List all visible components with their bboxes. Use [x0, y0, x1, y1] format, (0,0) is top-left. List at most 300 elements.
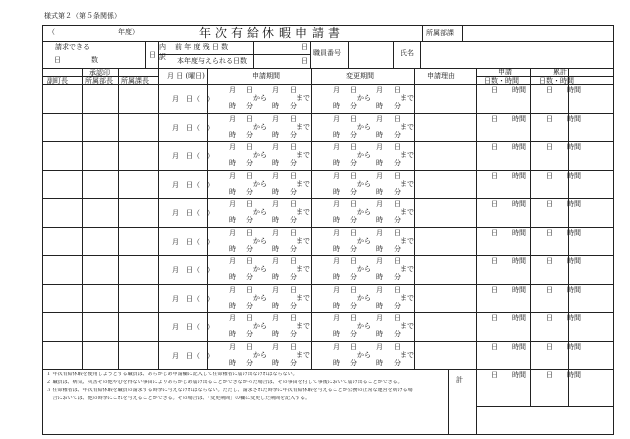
- period-apply-minute2: 分: [290, 273, 297, 281]
- period-apply-minute2: 分: [290, 244, 297, 253]
- period-apply-minute: 分: [246, 102, 253, 110]
- period-apply-made: まで: [296, 293, 310, 302]
- title-char: 有: [231, 26, 244, 40]
- total-hour-unit: 時間: [567, 200, 581, 208]
- period-apply-month2: 月: [272, 86, 279, 94]
- period-apply-kara: から: [253, 322, 267, 330]
- footer-note-1: １ 年次有給休暇を使用しようとする職員は、あらかじめ申請欄に記入して任命権者に届け出なければならない。: [46, 372, 298, 377]
- total-day-unit: 日: [546, 86, 553, 94]
- breakdown-char: 内: [159, 43, 166, 51]
- period-apply-kara: から: [253, 122, 267, 131]
- period-apply-month2: 月: [272, 171, 279, 180]
- period-change-made: まで: [400, 208, 414, 216]
- period-change-day: 日: [350, 200, 357, 208]
- period-change-month2: 月: [376, 257, 383, 265]
- days-label-1: 日: [54, 56, 61, 64]
- staff-no-divider: [310, 41, 311, 68]
- period-change-minute: 分: [350, 330, 357, 338]
- stamp-header: 承認印: [89, 69, 110, 77]
- period-change-hour: 時: [333, 358, 340, 367]
- period-apply-month2: 月: [272, 314, 279, 322]
- requestable-day-unit: 日: [149, 51, 156, 59]
- total-day-unit: 日: [546, 114, 553, 123]
- period-change-day2: 日: [394, 285, 401, 294]
- period-apply-month2: 月: [272, 257, 279, 265]
- period-apply-month2: 月: [272, 143, 279, 151]
- period-apply-made: まで: [296, 350, 310, 359]
- period-apply-kara: から: [253, 208, 267, 216]
- period-apply-minute2: 分: [290, 301, 297, 310]
- period-apply-made: まで: [296, 322, 310, 330]
- footer-total-bottom: [476, 406, 614, 407]
- period-apply-minute2: 分: [290, 330, 297, 338]
- name-divider: [393, 41, 394, 68]
- total-hour-unit: 時間: [567, 342, 581, 351]
- period-change-minute2: 分: [394, 102, 401, 110]
- period-change-minute2: 分: [394, 244, 401, 253]
- period-change-month: 月: [333, 342, 340, 351]
- period-change-minute2: 分: [394, 358, 401, 367]
- total-row-day-unit: 日: [491, 371, 498, 379]
- period-change-day2: 日: [394, 86, 401, 94]
- total-row-day-unit-2: 日: [546, 371, 553, 379]
- period-change-month: 月: [333, 114, 340, 123]
- total-header: 累計: [553, 68, 567, 76]
- period-apply-month2: 月: [272, 200, 279, 208]
- year-close-label: 年度）: [118, 28, 139, 36]
- period-apply-minute: 分: [246, 216, 253, 224]
- requestable-label: 請求できる: [55, 43, 90, 51]
- period-change-day: 日: [350, 314, 357, 322]
- period-change-kara: から: [357, 236, 371, 245]
- date-cell: 月 日（ ）: [172, 209, 214, 217]
- period-change-day2: 日: [394, 114, 401, 123]
- staff-no-label: 職員番号: [313, 49, 341, 57]
- period-apply-day: 日: [246, 86, 253, 94]
- table-row-line: [42, 227, 614, 228]
- request-day-unit: 日: [491, 114, 498, 123]
- period-apply-hour: 時: [229, 273, 236, 281]
- period-change-hour2: 時: [376, 159, 383, 167]
- period-change-kara: から: [357, 122, 371, 131]
- period-apply-kara: から: [253, 151, 267, 159]
- period-apply-hour: 時: [229, 330, 236, 338]
- period-apply-day2: 日: [290, 342, 297, 351]
- period-change-day: 日: [350, 114, 357, 123]
- period-change-minute: 分: [350, 130, 357, 139]
- period-change-made: まで: [400, 122, 414, 131]
- days-label-2: 数: [91, 56, 98, 64]
- request-hour-unit: 時間: [512, 257, 526, 265]
- reason-header: 申請理由: [427, 72, 455, 80]
- header-row1-bottom: [42, 41, 614, 42]
- request-day-unit: 日: [491, 143, 498, 151]
- period-apply-kara: から: [253, 265, 267, 273]
- period-change-hour: 時: [333, 244, 340, 253]
- period-change-kara: から: [357, 293, 371, 302]
- period-apply-day: 日: [246, 228, 253, 237]
- period-change-minute: 分: [350, 301, 357, 310]
- period-change-minute: 分: [350, 244, 357, 253]
- period-change-hour: 時: [333, 130, 340, 139]
- period-change-day: 日: [350, 342, 357, 351]
- this-year-day-unit: 日: [301, 57, 308, 65]
- total-hour-unit: 時間: [567, 285, 581, 294]
- period-change-made: まで: [400, 265, 414, 273]
- period-apply-day2: 日: [290, 171, 297, 180]
- period-apply-hour2: 時: [272, 301, 279, 310]
- breakdown-char: 訳: [159, 53, 166, 61]
- request-hour-unit: 時間: [512, 342, 526, 351]
- period-change-month2: 月: [376, 342, 383, 351]
- period-apply-month2: 月: [272, 342, 279, 351]
- dept-label-divider: [462, 25, 463, 41]
- period-apply-kara: から: [253, 179, 267, 188]
- total-hour-unit: 時間: [567, 171, 581, 180]
- period-apply-hour: 時: [229, 216, 236, 224]
- period-change-day: 日: [350, 143, 357, 151]
- date-cell: 月 日（ ）: [172, 323, 214, 331]
- date-cell: 月 日（ ）: [172, 237, 214, 246]
- period-change-hour2: 時: [376, 358, 383, 367]
- period-change-month2: 月: [376, 114, 383, 123]
- title-char: 年: [199, 26, 212, 40]
- total-hour-unit: 時間: [567, 228, 581, 237]
- prev-carry-label: 前 年 度 残 日 数: [175, 43, 229, 51]
- request-day-unit: 日: [491, 285, 498, 294]
- total-row-divider: [530, 369, 531, 406]
- period-apply-month: 月: [229, 342, 236, 351]
- year-open-bracket: （: [48, 28, 55, 36]
- period-apply-minute2: 分: [290, 159, 297, 167]
- period-apply-day: 日: [246, 171, 253, 180]
- approver-director: 所属部長: [85, 77, 113, 85]
- form-border-bottom: [42, 434, 614, 435]
- period-change-month2: 月: [376, 171, 383, 180]
- period-change-hour2: 時: [376, 102, 383, 110]
- period-change-kara: から: [357, 208, 371, 216]
- period-apply-month: 月: [229, 86, 236, 94]
- table-row-line: [42, 255, 614, 256]
- total-day-unit: 日: [546, 314, 553, 322]
- period-apply-minute2: 分: [290, 130, 297, 139]
- total-hour-unit: 時間: [567, 314, 581, 322]
- total-day-unit: 日: [546, 143, 553, 151]
- period-apply-minute2: 分: [290, 216, 297, 224]
- title-char: 申: [295, 26, 308, 40]
- period-change-day: 日: [350, 285, 357, 294]
- period-change-minute2: 分: [394, 130, 401, 139]
- form-style-number: 様式第２（第５条関係）: [44, 12, 121, 20]
- period-apply-made: まで: [296, 94, 310, 102]
- total-day-unit: 日: [546, 342, 553, 351]
- period-change-hour: 時: [333, 216, 340, 224]
- period-change-hour: 時: [333, 273, 340, 281]
- period-change-month: 月: [333, 143, 340, 151]
- period-apply-month2: 月: [272, 285, 279, 294]
- period-apply-hour2: 時: [272, 130, 279, 139]
- total-row-hour-unit-2: 時間: [567, 371, 581, 379]
- request-hour-unit: 時間: [512, 314, 526, 322]
- date-header: 月 日 (曜日): [167, 72, 205, 80]
- table-row-line: [42, 113, 614, 114]
- period-change-month: 月: [333, 285, 340, 294]
- period-apply-day2: 日: [290, 314, 297, 322]
- request-day-unit: 日: [491, 342, 498, 351]
- period-change-day2: 日: [394, 171, 401, 180]
- footer-note-3: ３ 任命権者は、年次有給休暇を職員の請求する時季に与えなければならない。ただし、請求された時季に年次有給休暇を与えることが公務の正常な運営を妨げる場: [46, 388, 413, 393]
- period-apply-hour2: 時: [272, 358, 279, 367]
- period-change-hour2: 時: [376, 273, 383, 281]
- period-change-day2: 日: [394, 143, 401, 151]
- period-apply-hour2: 時: [272, 216, 279, 224]
- name-label: 氏名: [400, 49, 414, 57]
- total-day-unit: 日: [546, 171, 553, 180]
- period-apply-hour2: 時: [272, 330, 279, 338]
- total-day-unit: 日: [546, 228, 553, 237]
- period-change-hour2: 時: [376, 216, 383, 224]
- period-apply-day: 日: [246, 285, 253, 294]
- period-apply-month2: 月: [272, 228, 279, 237]
- period-apply-hour: 時: [229, 187, 236, 196]
- period-change-minute2: 分: [394, 273, 401, 281]
- period-change-day: 日: [350, 257, 357, 265]
- period-apply-made: まで: [296, 151, 310, 159]
- table-row-line: [42, 141, 614, 142]
- period-apply-month: 月: [229, 114, 236, 123]
- period-apply-month: 月: [229, 200, 236, 208]
- request-hour-unit: 時間: [512, 285, 526, 294]
- period-apply-minute2: 分: [290, 358, 297, 367]
- period-apply-minute2: 分: [290, 187, 297, 196]
- period-change-month2: 月: [376, 200, 383, 208]
- period-apply-kara: から: [253, 236, 267, 245]
- date-cell: 月 日（ ）: [172, 123, 214, 132]
- title-char: 次: [215, 26, 228, 40]
- period-change-kara: から: [357, 151, 371, 159]
- breakdown-middle: [158, 54, 310, 55]
- request-day-unit: 日: [491, 200, 498, 208]
- period-header: 申請期間: [252, 72, 280, 80]
- request-hour-unit: 時間: [512, 228, 526, 237]
- period-apply-minute: 分: [246, 187, 253, 196]
- period-apply-day2: 日: [290, 143, 297, 151]
- table-row-line: [42, 284, 614, 285]
- approver-section-chief: 所属課長: [121, 77, 149, 85]
- request-day-unit: 日: [491, 228, 498, 237]
- period-apply-day: 日: [246, 342, 253, 351]
- period-change-day2: 日: [394, 257, 401, 265]
- period-apply-minute: 分: [246, 159, 253, 167]
- period-change-hour2: 時: [376, 130, 383, 139]
- approver-deputy-mayor: 副町長: [47, 77, 68, 85]
- period-change-hour: 時: [333, 159, 340, 167]
- table-row-line: [42, 312, 614, 313]
- period-change-month: 月: [333, 257, 340, 265]
- period-apply-month: 月: [229, 257, 236, 265]
- period-change-made: まで: [400, 179, 414, 188]
- date-cell: 月 日（ ）: [172, 180, 214, 189]
- table-row-line: [42, 198, 614, 199]
- period-change-hour: 時: [333, 330, 340, 338]
- footer-note-2: ２ 職員は、病気、災害その他やむを得ない事由によりあらかじめ届け出ることができなかった場合は、その事由を付して事後において届け出ることができる。: [46, 380, 403, 385]
- date-cell: 月 日（ ）: [172, 152, 214, 160]
- period-apply-kara: から: [253, 293, 267, 302]
- date-cell: 月 日（ ）: [172, 294, 214, 303]
- period-apply-hour: 時: [229, 244, 236, 253]
- period-change-made: まで: [400, 94, 414, 102]
- period-change-hour2: 時: [376, 244, 383, 253]
- total-label: 計: [456, 376, 463, 384]
- period-apply-hour2: 時: [272, 102, 279, 110]
- period-apply-month: 月: [229, 143, 236, 151]
- title-char: 休: [262, 26, 275, 40]
- period-apply-minute: 分: [246, 273, 253, 281]
- period-change-minute: 分: [350, 273, 357, 281]
- total-hour-unit: 時間: [567, 257, 581, 265]
- request-hour-unit: 時間: [512, 114, 526, 123]
- this-year-label: 本年度与えられる日数: [177, 57, 247, 65]
- period-change-month: 月: [333, 86, 340, 94]
- period-apply-day2: 日: [290, 285, 297, 294]
- request-day-unit: 日: [491, 171, 498, 180]
- period-change-kara: から: [357, 322, 371, 330]
- period-change-made: まで: [400, 293, 414, 302]
- period-change-kara: から: [357, 179, 371, 188]
- period-apply-hour2: 時: [272, 159, 279, 167]
- period-change-day2: 日: [394, 200, 401, 208]
- period-apply-made: まで: [296, 265, 310, 273]
- period-change-kara: から: [357, 265, 371, 273]
- date-cell: 月 日（ ）: [172, 351, 214, 360]
- period-apply-day: 日: [246, 200, 253, 208]
- period-apply-hour: 時: [229, 301, 236, 310]
- request-sub-header: 日数・時間: [484, 77, 519, 85]
- total-hour-unit: 時間: [567, 114, 581, 123]
- period-apply-made: まで: [296, 179, 310, 188]
- period-apply-minute: 分: [246, 244, 253, 253]
- period-change-month: 月: [333, 200, 340, 208]
- period-apply-made: まで: [296, 208, 310, 216]
- period-change-minute2: 分: [394, 301, 401, 310]
- name-label-divider: [420, 41, 421, 68]
- form-border-right: [613, 25, 614, 434]
- request-day-unit: 日: [491, 257, 498, 265]
- total-hour-unit: 時間: [567, 86, 581, 94]
- period-change-hour2: 時: [376, 187, 383, 196]
- period-change-day: 日: [350, 228, 357, 237]
- period-apply-day: 日: [246, 114, 253, 123]
- request-hour-unit: 時間: [512, 86, 526, 94]
- table-row-line: [42, 170, 614, 171]
- period-change-minute2: 分: [394, 159, 401, 167]
- total-day-unit: 日: [546, 200, 553, 208]
- period-apply-day2: 日: [290, 114, 297, 123]
- period-change-minute2: 分: [394, 187, 401, 196]
- total-hour-unit: 時間: [567, 143, 581, 151]
- request-day-unit: 日: [491, 314, 498, 322]
- requestable-divider: [145, 41, 146, 68]
- period-apply-month: 月: [229, 314, 236, 322]
- title-char: 給: [247, 26, 260, 40]
- staff-no-value-divider: [348, 41, 349, 68]
- period-change-hour: 時: [333, 102, 340, 110]
- request-day-unit: 日: [491, 86, 498, 94]
- period-apply-month: 月: [229, 228, 236, 237]
- period-apply-minute2: 分: [290, 102, 297, 110]
- period-apply-minute: 分: [246, 301, 253, 310]
- period-apply-hour: 時: [229, 102, 236, 110]
- title-char: 請: [312, 26, 325, 40]
- period-change-made: まで: [400, 151, 414, 159]
- period-change-day2: 日: [394, 342, 401, 351]
- period-change-minute2: 分: [394, 330, 401, 338]
- title-char: 書: [328, 26, 341, 40]
- period-change-minute: 分: [350, 159, 357, 167]
- period-change-month2: 月: [376, 285, 383, 294]
- title-char: 暇: [279, 26, 292, 40]
- period-apply-day: 日: [246, 314, 253, 322]
- changed-header: 変更期間: [346, 72, 374, 80]
- period-apply-day2: 日: [290, 86, 297, 94]
- period-apply-day2: 日: [290, 200, 297, 208]
- period-apply-hour: 時: [229, 130, 236, 139]
- period-apply-kara: から: [253, 94, 267, 102]
- dept-label: 所属部課: [426, 29, 454, 37]
- period-change-minute2: 分: [394, 216, 401, 224]
- period-apply-month2: 月: [272, 114, 279, 123]
- total-row-hour-unit: 時間: [512, 371, 526, 379]
- period-apply-hour: 時: [229, 159, 236, 167]
- total-day-unit: 日: [546, 257, 553, 265]
- period-change-month: 月: [333, 171, 340, 180]
- period-apply-made: まで: [296, 236, 310, 245]
- period-change-kara: から: [357, 350, 371, 359]
- period-change-month: 月: [333, 228, 340, 237]
- table-row-line: [42, 341, 614, 342]
- request-hour-unit: 時間: [512, 171, 526, 180]
- period-apply-minute: 分: [246, 330, 253, 338]
- period-change-month2: 月: [376, 228, 383, 237]
- total-day-unit: 日: [546, 285, 553, 294]
- prev-carry-day-unit: 日: [301, 43, 308, 51]
- period-change-minute: 分: [350, 216, 357, 224]
- date-cell: 月 日（ ）: [172, 266, 214, 274]
- period-change-hour2: 時: [376, 301, 383, 310]
- request-hour-unit: 時間: [512, 143, 526, 151]
- period-change-month2: 月: [376, 86, 383, 94]
- period-change-month2: 月: [376, 314, 383, 322]
- period-change-hour: 時: [333, 301, 340, 310]
- period-apply-day2: 日: [290, 257, 297, 265]
- period-change-day2: 日: [394, 228, 401, 237]
- period-apply-minute: 分: [246, 358, 253, 367]
- period-change-day2: 日: [394, 314, 401, 322]
- period-apply-day2: 日: [290, 228, 297, 237]
- period-change-made: まで: [400, 322, 414, 330]
- period-change-minute: 分: [350, 102, 357, 110]
- request-header: 申請: [498, 68, 512, 76]
- period-apply-kara: から: [253, 350, 267, 359]
- period-apply-hour2: 時: [272, 244, 279, 253]
- total-sub-header: 日数・時間: [539, 77, 574, 85]
- period-change-hour2: 時: [376, 330, 383, 338]
- period-change-month: 月: [333, 314, 340, 322]
- period-change-made: まで: [400, 350, 414, 359]
- footer-total-divider: [448, 369, 449, 434]
- period-change-month2: 月: [376, 143, 383, 151]
- period-change-minute: 分: [350, 358, 357, 367]
